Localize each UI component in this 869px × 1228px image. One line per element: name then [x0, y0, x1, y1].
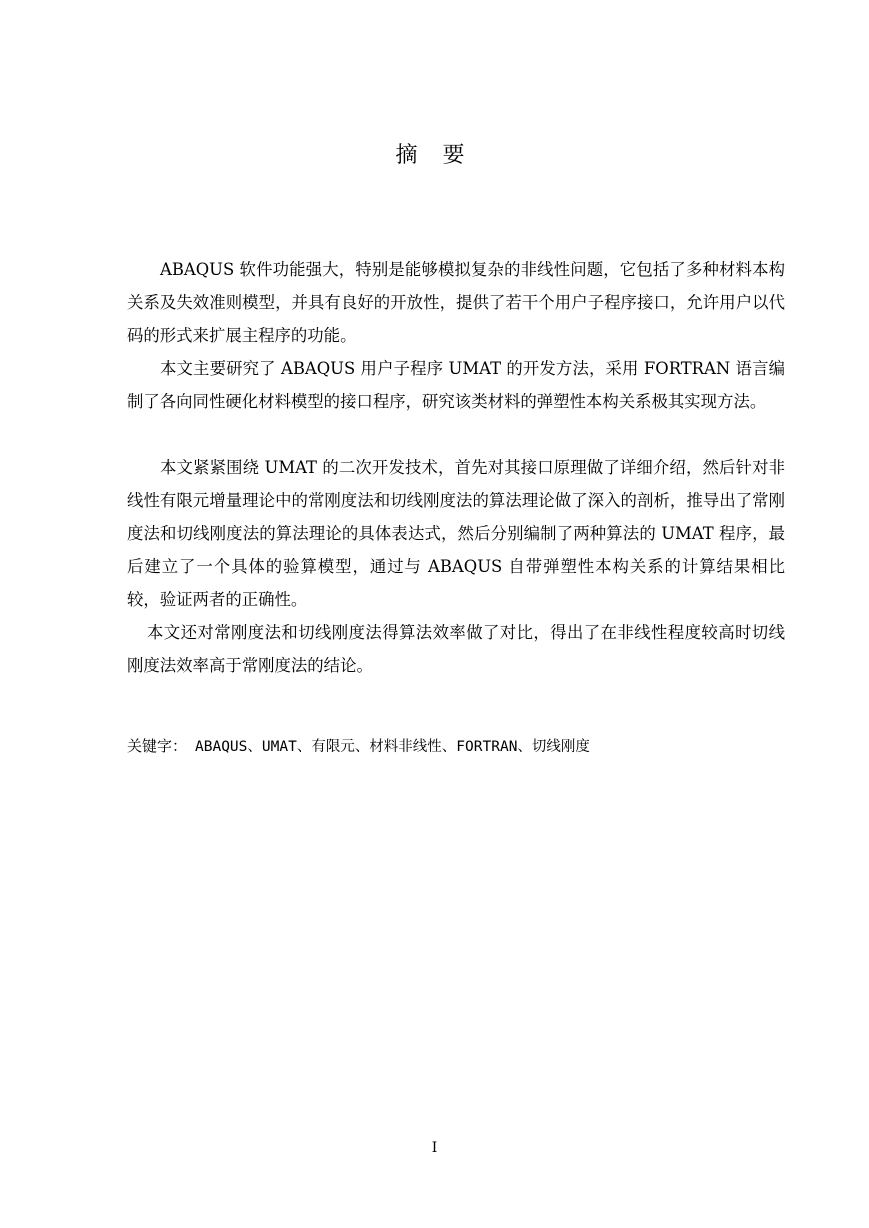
abstract-paragraph-2: 本文主要研究了 ABAQUS 用户子程序 UMAT 的开发方法，采用 FORTRAN 语言编制了各向同性硬化材料模型的接口程序，研究该类材料的弹塑性本构关系极其实现方法。	[127, 359, 785, 411]
keywords-label: 关键字：	[127, 737, 188, 755]
page-number: I	[431, 1140, 438, 1156]
abstract-paragraph-3: 本文紧紧围绕 UMAT 的二次开发技术，首先对其接口原理做了详细介绍，然后针对非线性有限元增量理论中的常刚度法和切线刚度法的算法理论做了深入的剖析，推导出了常刚度法和切线刚度法的算法理论的具体表达式，然后分别编制了两种算法的 UMAT 程序，最后建立了一个具体的验算模型，通过与 ABAQUS 自带弹塑性本构关系的计算结果相比较，验证两者的正确性。	[127, 458, 785, 609]
abstract-paragraph-4: 本文还对常刚度法和切线刚度法得算法效率做了对比，得出了在非线性程度较高时切线刚度法效率高于常刚度法的结论。	[127, 623, 785, 675]
keywords-value: ABAQUS、UMAT、有限元、材料非线性、FORTRAN、切线刚度	[195, 739, 590, 755]
abstract-paragraph-1: ABAQUS 软件功能强大，特别是能够模拟复杂的非线性问题，它包括了多种材料本构关系及失效准则模型，并具有良好的开放性，提供了若干个用户子程序接口，允许用户以代码的形式来扩展主程序的功能。	[127, 260, 785, 345]
page-title: 摘 要	[395, 143, 474, 168]
keywords-line	[127, 730, 787, 764]
